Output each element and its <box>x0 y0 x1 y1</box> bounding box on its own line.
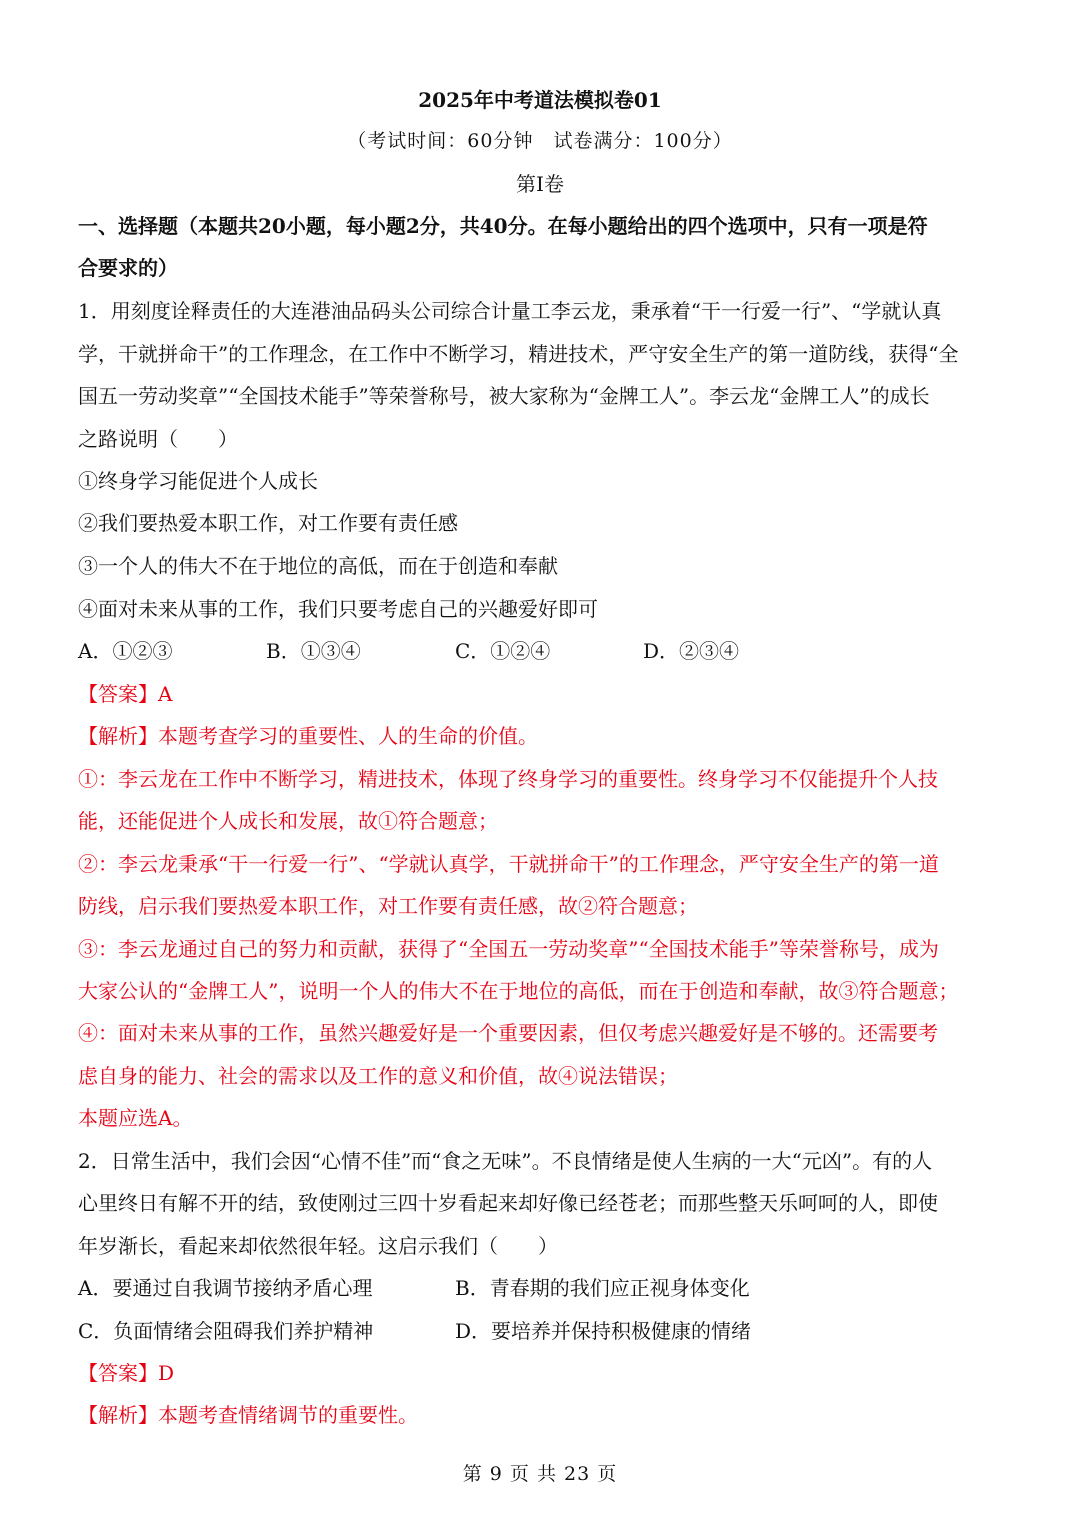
q1-analysis-intro-line <box>78 721 1008 751</box>
q2-analysis-intro-line <box>78 1400 1008 1430</box>
q2-option-c: C．负面情绪会阻碍我们养护精神 <box>78 1319 374 1343</box>
q1-stem-line: 1．用刻度诠释责任的大连港油品码头公司综合计量工李云龙，秉承着“干一行爱一行”、“学就认真 <box>78 299 942 323</box>
answer-tag: 【答案】 <box>78 682 158 706</box>
q1-analysis-line: 能，还能促进个人成长和发展，故①符合题意； <box>78 809 498 833</box>
analysis-tag: 【解析】 <box>78 1403 158 1427</box>
q1-stem-line: 之路说明（ ） <box>78 427 238 451</box>
section-heading-line2: 合要求的） <box>78 256 178 280</box>
q2-stem-line: 2．日常生活中，我们会因“心情不佳”而“食之无味”。不良情绪是使人生病的一大“元凶”。有的人 <box>78 1149 933 1173</box>
q1-stem-line: 学，干就拼命干”的工作理念，在工作中不断学习，精进技术，严守安全生产的第一道防线，获得“全 <box>78 342 959 366</box>
q1-option-a: A．①②③ <box>78 639 173 663</box>
page-number: 第 9 页 共 23 页 <box>462 1463 618 1485</box>
q1-analysis-line: ②：李云龙秉承“干一行爱一行”、“学就认真学，干就拼命干”的工作理念，严守安全生产的第一道 <box>78 852 939 876</box>
q1-answer-line <box>78 679 1008 709</box>
q2-stem-line: 心里终日有解不开的结，致使刚过三四十岁看起来却好像已经苍老；而那些整天乐呵呵的人，即使 <box>78 1191 938 1215</box>
q1-answer-value: A <box>158 682 173 706</box>
q1-analysis-line: ③：李云龙通过自己的努力和贡献，获得了“全国五一劳动奖章”“全国技术能手”等荣誉称号，成为 <box>78 937 939 961</box>
q1-analysis-intro: 本题考查学习的重要性、人的生命的价值。 <box>158 724 538 748</box>
q1-stem-line: 国五一劳动奖章”“全国技术能手”等荣誉称号，被大家称为“金牌工人”。李云龙“金牌工人”的成长 <box>78 384 930 408</box>
q1-analysis-line: 防线，启示我们要热爱本职工作，对工作要有责任感，故②符合题意； <box>78 894 698 918</box>
q1-option-b: B．①③④ <box>266 639 361 663</box>
page-title: 2025年中考道法模拟卷01 <box>418 88 662 112</box>
q1-analysis-line: ④：面对未来从事的工作，虽然兴趣爱好是一个重要因素，但仅考虑兴趣爱好是不够的。还需要考 <box>78 1021 938 1045</box>
q2-option-b: B．青春期的我们应正视身体变化 <box>455 1276 750 1300</box>
q1-statement: ②我们要热爱本职工作，对工作要有责任感 <box>78 511 458 535</box>
analysis-tag: 【解析】 <box>78 724 158 748</box>
q1-analysis-line: 大家公认的“金牌工人”，说明一个人的伟大不在于地位的高低，而在于创造和奉献，故③符合题意； <box>78 979 959 1003</box>
q1-statement: ③一个人的伟大不在于地位的高低，而在于创造和奉献 <box>78 554 558 578</box>
q2-stem-line: 年岁渐长，看起来却依然很年轻。这启示我们（ ） <box>78 1234 558 1258</box>
q1-statement: ①终身学习能促进个人成长 <box>78 469 318 493</box>
q1-option-d: D．②③④ <box>643 639 740 663</box>
answer-tag: 【答案】 <box>78 1361 158 1385</box>
q2-option-d: D．要培养并保持积极健康的情绪 <box>455 1319 752 1343</box>
volume-label: 第I卷 <box>516 172 564 196</box>
q2-analysis-intro: 本题考查情绪调节的重要性。 <box>158 1403 418 1427</box>
q1-statement: ④面对未来从事的工作，我们只要考虑自己的兴趣爱好即可 <box>78 597 598 621</box>
q2-answer-value: D <box>158 1361 175 1385</box>
exam-info: （考试时间：60分钟 试卷满分：100分） <box>347 130 733 152</box>
q2-option-a: A．要通过自我调节接纳矛盾心理 <box>78 1276 373 1300</box>
q1-analysis-line: 虑自身的能力、社会的需求以及工作的意义和价值，故④说法错误； <box>78 1064 678 1088</box>
section-heading-line1: 一、选择题（本题共20小题，每小题2分，共40分。在每小题给出的四个选项中，只有一项是符 <box>78 214 928 238</box>
q1-analysis-line: ①：李云龙在工作中不断学习，精进技术，体现了终身学习的重要性。终身学习不仅能提升个人技 <box>78 767 938 791</box>
q1-option-c: C．①②④ <box>455 639 551 663</box>
q1-analysis-line: 本题应选A。 <box>78 1106 193 1130</box>
q2-answer-line <box>78 1358 1008 1388</box>
